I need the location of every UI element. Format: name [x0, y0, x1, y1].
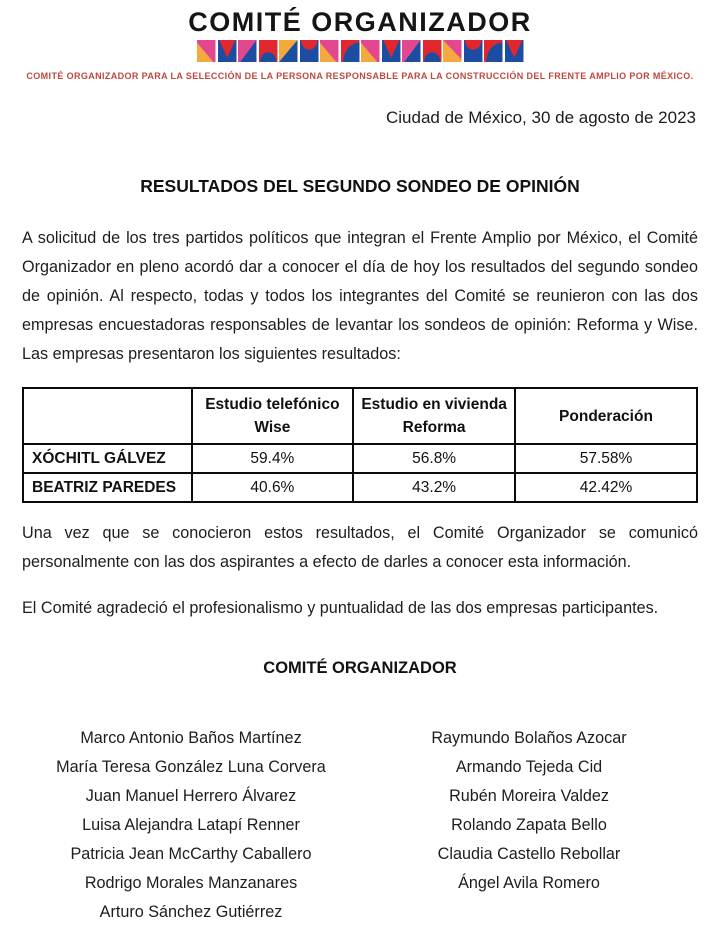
document-page	[0, 7, 720, 921]
committee-names-right-column	[360, 724, 698, 927]
committee-names-left-column	[22, 724, 360, 927]
committee-member-name: Claudia Castello Rebollar	[437, 845, 621, 863]
result-value: 57.58%	[515, 444, 697, 473]
band-tile-diag-yellow-on-pink	[361, 40, 380, 62]
table-header-row	[23, 388, 697, 444]
committee-member-name: Ángel Avila Romero	[458, 874, 600, 892]
table-header-line: Estudio telefónico	[205, 396, 340, 413]
band-tile-red-vee-on-blue	[218, 40, 237, 62]
table-header-cell	[515, 388, 697, 444]
document-title: RESULTADOS DEL SEGUNDO SONDEO DE OPINIÓN	[140, 176, 580, 196]
result-value: 43.2%	[353, 473, 515, 502]
committee-heading: COMITÉ ORGANIZADOR	[263, 659, 457, 677]
band-tile-blue-tri-on-yellow	[279, 40, 298, 62]
band-tile-diag-yellow-on-pink	[197, 40, 216, 62]
band-tile-blue-dome-on-red	[423, 40, 442, 62]
band-tile-red-dome-on-blue	[300, 40, 319, 62]
band-tile-blue-tri-on-pink	[238, 40, 257, 62]
band-tile-red-vee-on-blue	[505, 40, 524, 62]
band-tile-blue-quarter-on-red	[484, 40, 503, 62]
committee-member-name: María Teresa González Luna Corvera	[56, 758, 326, 776]
table-header-line: Estudio en vivienda	[361, 396, 507, 413]
band-tile-red-vee-on-blue	[382, 40, 401, 62]
result-value: 42.42%	[515, 473, 697, 502]
committee-member-name: Arturo Sánchez Gutiérrez	[99, 903, 283, 921]
committee-member-name: Rodrigo Morales Manzanares	[84, 874, 298, 892]
letterhead-title: COMITÉ ORGANIZADOR	[188, 7, 532, 37]
table-row	[23, 444, 697, 473]
band-tile-diag-yellow-on-pink	[320, 40, 339, 62]
table-header-line: Ponderación	[559, 407, 653, 425]
table-row	[23, 473, 697, 502]
band-tile-red-dome-on-blue	[464, 40, 483, 62]
candidate-name: XÓCHITL GÁLVEZ	[23, 444, 192, 473]
paragraph-thanks: El Comité agradeció el profesionalismo y puntualidad de las dos empresas participantes.	[22, 599, 659, 617]
committee-member-name: Luisa Alejandra Latapí Renner	[82, 816, 300, 834]
band-tile-pink-diag-on-yellow	[443, 40, 462, 62]
letterhead-color-band	[197, 40, 523, 62]
table-header-cell	[192, 388, 354, 444]
candidate-name: BEATRIZ PAREDES	[23, 473, 192, 502]
committee-member-name: Rolando Zapata Bello	[451, 816, 607, 834]
committee-member-name: Patricia Jean McCarthy Caballero	[70, 845, 312, 863]
table-header-line: Reforma	[402, 419, 466, 436]
band-tile-blue-dome-on-red	[259, 40, 278, 62]
committee-member-name: Armando Tejeda Cid	[455, 758, 603, 776]
band-tile-blue-quarter-on-red	[341, 40, 360, 62]
dateline: Ciudad de México, 30 de agosto de 2023	[385, 108, 696, 127]
committee-names	[22, 724, 698, 927]
result-value: 56.8%	[353, 444, 515, 473]
table-header-line: Wise	[254, 419, 291, 436]
results-table	[22, 387, 698, 503]
letterhead-subtitle: COMITÉ ORGANIZADOR PARA LA SELECCIÓN DE LA PERSONA RESPONSABLE PARA LA CONSTRUCCIÓN DEL FRENTE AMPLIO POR MÉXICO.	[26, 71, 694, 81]
result-value: 59.4%	[192, 444, 354, 473]
paragraph-results-communication: Una vez que se conocieron estos resultados, el Comité Organizador se comunicó personalmente con las dos aspirantes a efecto de darles a conocer esta información.	[22, 524, 698, 571]
table-header-cell	[353, 388, 515, 444]
letterhead	[0, 7, 720, 82]
table-header-empty	[23, 388, 192, 444]
paragraph-intro: A solicitud de los tres partidos políticos que integran el Frente Amplio por México, el Comité Organizador en pleno acordó dar a conocer el día de hoy los resultados del segundo sondeo de opinión. Al respecto, todas y todos los integrantes del Comité se reunieron con las dos empresas encuestadoras responsables de levantar los sondeos de opinión: Reforma y Wise. Las empresas presentaron los siguientes resultados:	[22, 229, 698, 363]
result-value: 40.6%	[192, 473, 354, 502]
band-tile-blue-tri-on-pink	[402, 40, 421, 62]
committee-member-name: Raymundo Bolaños Azocar	[431, 729, 627, 747]
committee-member-name: Marco Antonio Baños Martínez	[80, 729, 302, 747]
committee-member-name: Juan Manuel Herrero Álvarez	[85, 787, 297, 805]
committee-member-name: Rubén Moreira Valdez	[449, 787, 609, 805]
